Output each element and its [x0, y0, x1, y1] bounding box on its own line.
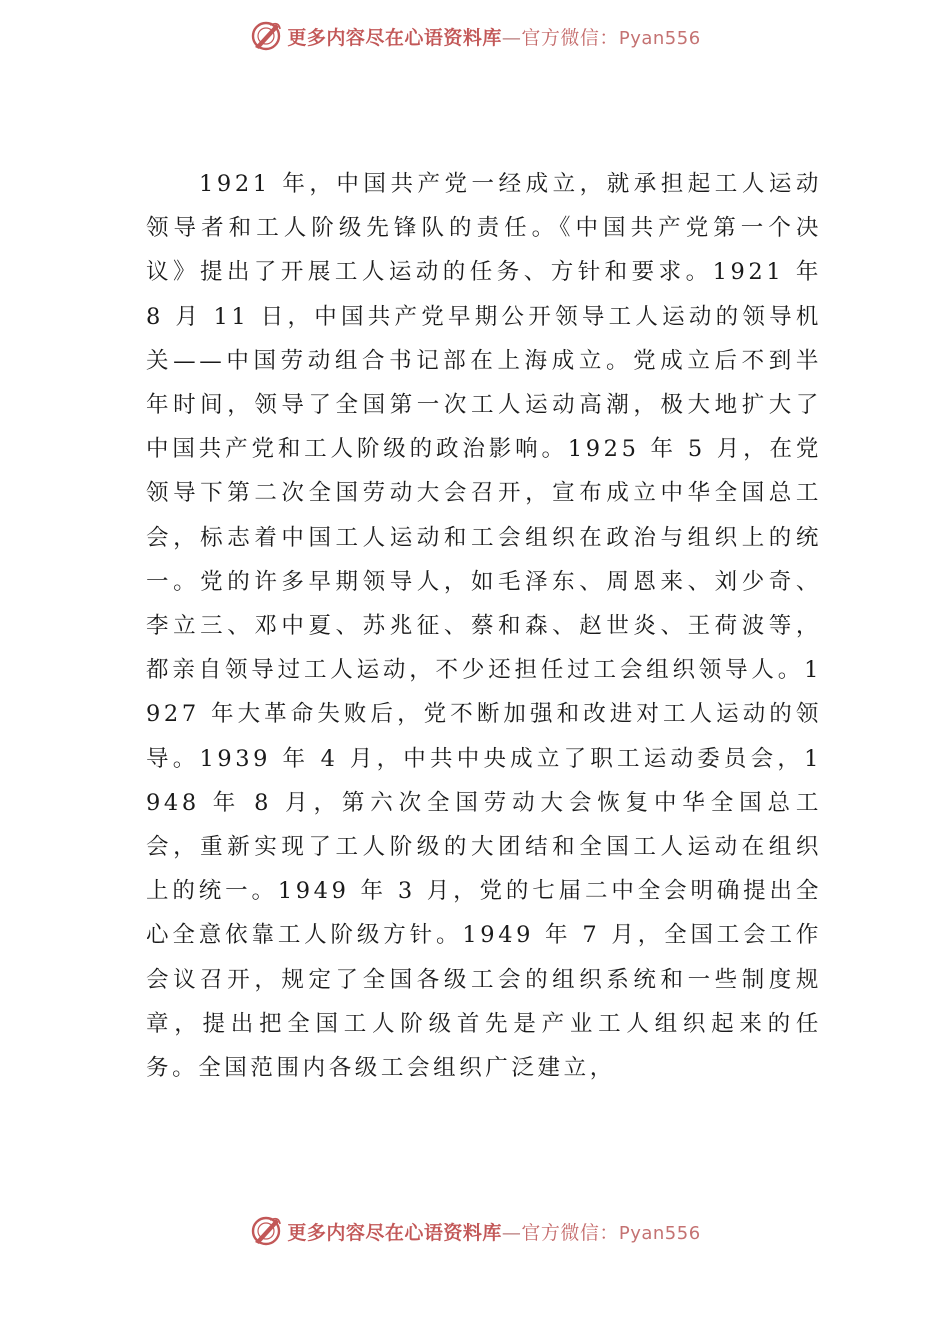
- footer-text: [287, 1218, 700, 1245]
- footer-brand: 更多内容尽在心语资料库: [287, 1221, 502, 1244]
- footer-banner: [0, 1211, 950, 1251]
- footer-separator: —: [501, 1221, 522, 1244]
- header-wechat-id: Pyan556: [618, 27, 701, 49]
- header-text: [287, 23, 700, 50]
- footer-wechat-label: 官方微信：: [521, 1221, 619, 1244]
- quill-seal-icon: [249, 1214, 283, 1248]
- header-wechat-label: 官方微信：: [521, 26, 619, 49]
- header-banner: [0, 16, 950, 56]
- header-separator: —: [501, 26, 522, 49]
- document-paragraph: 1921 年，中国共产党一经成立，就承担起工人运动领导者和工人阶级先锋队的责任。《中国共产党第一个决议》提出了开展工人运动的任务、方针和要求。1921 年 8 月 11 日，中国共产党早期公开领导工人运动的领导机关——中国劳动组合书记部在上海成立。党成立后不到半年时间，领导了全国第一次工人运动高潮，极大地扩大了中国共产党和工人阶级的政治影响。1925 年 5 月，在党领导下第二次全国劳动大会召开，宣布成立中华全国总工会，标志着中国工人运动和工会组织在政治与组织上的统一。党的许多早期领导人，如毛泽东、周恩来、刘少奇、李立三、邓中夏、苏兆征、蔡和森、赵世炎、王荷波等，都亲自领导过工人运动，不少还担任过工会组织领导人。1927 年大革命失败后，党不断加强和改进对工人运动的领导。1939 年 4 月，中共中央成立了职工运动委员会，1948 年 8 月，第六次全国劳动大会恢复中华全国总工会，重新实现了工人阶级的大团结和全国工人运动在组织上的统一。1949 年 3 月，党的七届二中全会明确提出全心全意依靠工人阶级方针。1949 年 7 月，全国工会工作会议召开，规定了全国各级工会的组织系统和一些制度规章，提出把全国工人阶级首先是产业工人组织起来的任务。全国范围内各级工会组织广泛建立，: [146, 171, 822, 1082]
- footer-wechat-id: Pyan556: [618, 1222, 701, 1244]
- quill-seal-icon: [249, 19, 283, 53]
- header-brand: 更多内容尽在心语资料库: [287, 26, 502, 49]
